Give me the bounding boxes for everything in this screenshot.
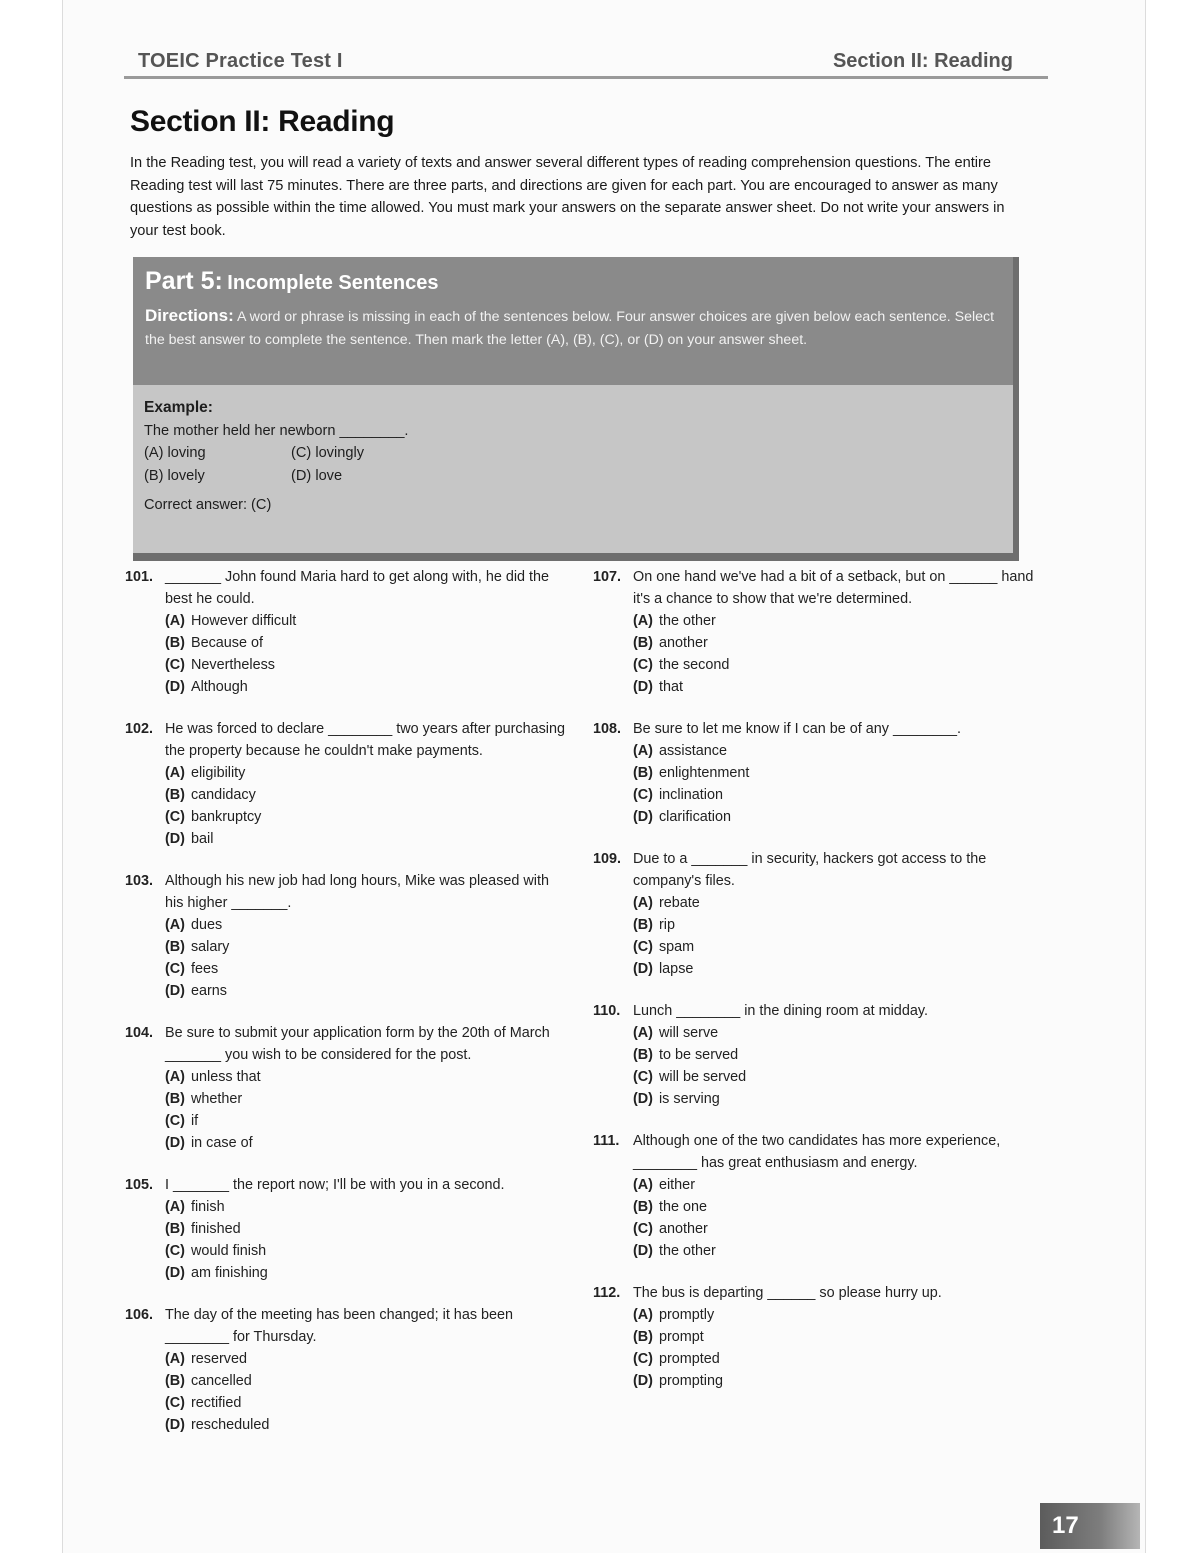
option-text: is serving [658,1091,720,1107]
question-102 [125,718,565,850]
header-divider [124,76,1048,79]
example-option: (C) lovingly [291,445,364,461]
option-letter: (B) [633,917,653,933]
example-option: (A) loving [144,445,206,461]
question-stem [593,1282,1043,1304]
answer-option [593,740,1043,762]
question-text: Be sure to submit your application form by the 20th of March _______ you wish to be considered for the post. [165,1025,550,1063]
part-5-header [133,257,1013,385]
question-stem [593,848,1043,892]
option-text: spam [658,939,695,955]
option-text: will serve [658,1025,719,1041]
option-letter: (D) [633,1243,653,1259]
option-text: earns [190,983,227,999]
question-110 [593,1000,1043,1110]
question-104 [125,1022,565,1154]
answer-option [593,610,1043,632]
answer-option [593,1196,1043,1218]
answer-option [593,762,1043,784]
option-text: in case of [190,1135,253,1151]
question-number: 108. [593,721,622,737]
answer-option [593,1174,1043,1196]
option-text: eligibility [190,765,246,781]
option-letter: (B) [633,1047,653,1063]
option-text: candidacy [190,787,256,803]
option-text: However difficult [190,613,297,629]
question-number: 111. [593,1133,620,1149]
directions-text: A word or phrase is missing in each of the sentences below. Four answer choices are given below each sentence. Select the best answer to complete the sentence. Then mark the letter (A), (B), (C), or (D) on your answer sheet. [145,309,995,348]
question-105 [125,1174,565,1284]
answer-option [593,936,1043,958]
option-letter: (A) [633,1307,653,1323]
answer-option [125,980,565,1002]
answer-option [125,654,565,676]
option-letter: (C) [165,961,185,977]
answer-option [125,1110,565,1132]
option-text: unless that [190,1069,261,1085]
part-number: Part 5: [145,267,223,295]
directions [145,305,997,351]
question-text: Due to a _______ in security, hackers got access to the company's files. [633,851,987,889]
option-text: whether [190,1091,243,1107]
example-options [144,442,744,488]
part-5-box [133,257,1019,561]
example-correct-answer: Correct answer: (C) [144,497,272,513]
option-text: Although [190,679,248,695]
option-letter: (A) [165,1351,185,1367]
option-text: would finish [190,1243,267,1259]
page-number: 17 [1040,1503,1140,1549]
option-letter: (B) [165,635,185,651]
option-text: rescheduled [190,1417,270,1433]
answer-option [125,1196,565,1218]
answer-option [125,828,565,850]
option-text: clarification [658,809,731,825]
question-text: He was forced to declare ________ two years after purchasing the property because he couldn't make payments. [165,721,565,759]
answer-option [125,610,565,632]
answer-option [125,784,565,806]
option-text: bankruptcy [190,809,262,825]
option-text: fees [190,961,219,977]
option-letter: (B) [633,765,653,781]
option-text: salary [190,939,230,955]
option-text: rip [658,917,675,933]
question-number: 110. [593,1003,621,1019]
option-letter: (B) [633,1199,653,1215]
running-header-right: Section II: Reading [832,50,1013,72]
option-text: rectified [190,1395,242,1411]
option-letter: (D) [165,1417,185,1433]
option-letter: (A) [633,613,653,629]
option-letter: (D) [633,809,653,825]
option-text: finish [190,1199,225,1215]
answer-option [593,632,1043,654]
option-letter: (D) [633,1373,653,1389]
question-number: 101. [125,569,154,585]
option-letter: (B) [165,787,185,803]
directions-label: Directions: [145,306,234,325]
question-number: 105. [125,1177,154,1193]
answer-option [593,914,1043,936]
option-letter: (A) [165,1199,185,1215]
example-label: Example: [144,399,213,416]
example-block [144,397,744,517]
option-text: lapse [658,961,694,977]
question-stem [593,566,1043,610]
option-text: the other [658,613,716,629]
answer-option [593,1022,1043,1044]
question-109 [593,848,1043,980]
option-letter: (D) [165,983,185,999]
option-text: prompting [658,1373,723,1389]
option-text: either [658,1177,695,1193]
option-letter: (D) [633,1091,653,1107]
question-text: The day of the meeting has been changed; it has been ________ for Thursday. [165,1307,514,1345]
option-letter: (C) [633,787,653,803]
option-letter: (A) [165,1069,185,1085]
option-text: another [658,635,708,651]
option-text: inclination [658,787,723,803]
option-letter: (C) [633,939,653,955]
question-stem [125,566,565,610]
question-stem [125,718,565,762]
option-text: another [658,1221,708,1237]
option-letter: (B) [165,939,185,955]
question-stem [593,718,1043,740]
option-letter: (D) [633,679,653,695]
question-number: 109. [593,851,622,867]
option-text: Because of [190,635,263,651]
question-number: 106. [125,1307,154,1323]
option-text: bail [190,831,214,847]
question-107 [593,566,1043,698]
question-text: Although his new job had long hours, Mike was pleased with his higher _______. [165,873,549,911]
example-option: (D) love [291,468,343,484]
answer-option [593,1088,1043,1110]
answer-option [125,958,565,980]
answer-option [125,1088,565,1110]
option-letter: (C) [633,1351,653,1367]
option-text: if [190,1113,199,1129]
option-text: the other [658,1243,716,1259]
question-number: 102. [125,721,154,737]
question-112 [593,1282,1043,1392]
answer-option [125,806,565,828]
running-header-left: TOEIC Practice Test I [138,50,343,72]
answer-option [125,762,565,784]
question-stem [125,1022,565,1066]
answer-option [593,958,1043,980]
example-sentence: The mother held her newborn ________. [144,422,409,439]
option-letter: (D) [165,831,185,847]
option-letter: (C) [165,1395,185,1411]
question-101 [125,566,565,698]
questions-left-column [125,566,565,1456]
option-text: to be served [658,1047,739,1063]
answer-option [125,1132,565,1154]
answer-option [593,892,1043,914]
answer-option [593,654,1043,676]
option-letter: (B) [165,1373,185,1389]
answer-option [125,1370,565,1392]
answer-option [125,936,565,958]
question-text: Lunch ________ in the dining room at midday. [633,1003,928,1019]
part-name: Incomplete Sentences [227,272,439,294]
answer-option [593,1370,1043,1392]
answer-option [593,1326,1043,1348]
question-stem [593,1130,1043,1174]
option-letter: (B) [165,1221,185,1237]
option-letter: (A) [633,1177,653,1193]
question-text: On one hand we've had a bit of a setback, but on ______ hand it's a chance to show that we're determined. [633,569,1034,607]
intro-paragraph: In the Reading test, you will read a variety of texts and answer several different types of reading comprehension questions. The entire Reading test will last 75 minutes. There are three parts, and directions are given for each part. You are encouraged to answer as many questions as possible within the time allowed. You must mark your answers on the separate answer sheet. Do not write your answers in your test book. [130,155,1005,239]
option-letter: (D) [165,679,185,695]
option-text: the one [658,1199,707,1215]
answer-option [593,1044,1043,1066]
option-text: that [658,679,683,695]
answer-option [593,1304,1043,1326]
answer-option [125,1392,565,1414]
question-text: Although one of the two candidates has more experience, ________ has great enthusiasm and energy. [633,1133,1001,1171]
option-text: enlightenment [658,765,750,781]
option-letter: (A) [165,765,185,781]
option-letter: (C) [165,1113,185,1129]
option-text: dues [190,917,223,933]
question-text: _______ John found Maria hard to get along with, he did the best he could. [165,569,550,607]
answer-option [125,1348,565,1370]
option-text: the second [658,657,730,673]
option-text: am finishing [190,1265,268,1281]
question-stem [593,1000,1043,1022]
option-letter: (D) [165,1265,185,1281]
answer-option [593,1066,1043,1088]
question-111 [593,1130,1043,1262]
example-option: (B) lovely [144,468,205,484]
question-number: 112. [593,1285,621,1301]
question-106 [125,1304,565,1436]
question-text: I _______ the report now; I'll be with you in a second. [165,1177,505,1193]
answer-option [593,784,1043,806]
question-text: The bus is departing ______ so please hurry up. [633,1285,942,1301]
question-number: 107. [593,569,622,585]
question-text: Be sure to let me know if I can be of any ________. [633,721,961,737]
answer-option [125,1066,565,1088]
option-text: reserved [190,1351,247,1367]
question-number: 103. [125,873,154,889]
option-letter: (B) [633,635,653,651]
question-stem [125,1174,565,1196]
question-stem [125,870,565,914]
question-108 [593,718,1043,828]
answer-option [125,1262,565,1284]
option-letter: (D) [633,961,653,977]
option-letter: (A) [633,895,653,911]
option-text: finished [190,1221,241,1237]
answer-option [593,1218,1043,1240]
question-number: 104. [125,1025,154,1041]
option-letter: (C) [633,1069,653,1085]
option-letter: (C) [165,657,185,673]
option-letter: (A) [165,613,185,629]
option-letter: (A) [633,743,653,759]
answer-option [593,1240,1043,1262]
option-text: promptly [658,1307,715,1323]
option-letter: (C) [633,657,653,673]
option-letter: (C) [633,1221,653,1237]
section-title: Section II: Reading [130,105,395,138]
answer-option [593,676,1043,698]
question-103 [125,870,565,1002]
answer-option [593,1348,1043,1370]
answer-option [125,676,565,698]
option-letter: (A) [165,917,185,933]
option-text: rebate [658,895,700,911]
answer-option [125,1240,565,1262]
option-text: cancelled [190,1373,252,1389]
answer-option [125,632,565,654]
option-letter: (C) [165,1243,185,1259]
part-title [145,267,438,296]
option-text: prompted [658,1351,720,1367]
option-letter: (A) [633,1025,653,1041]
answer-option [125,914,565,936]
option-letter: (B) [633,1329,653,1345]
option-letter: (D) [165,1135,185,1151]
option-letter: (C) [165,809,185,825]
answer-option [125,1218,565,1240]
option-text: prompt [658,1329,704,1345]
answer-option [125,1414,565,1436]
option-text: Nevertheless [190,657,275,673]
answer-option [593,806,1043,828]
option-text: will be served [658,1069,747,1085]
questions-right-column [593,566,1043,1412]
option-letter: (B) [165,1091,185,1107]
question-stem [125,1304,565,1348]
option-text: assistance [658,743,727,759]
